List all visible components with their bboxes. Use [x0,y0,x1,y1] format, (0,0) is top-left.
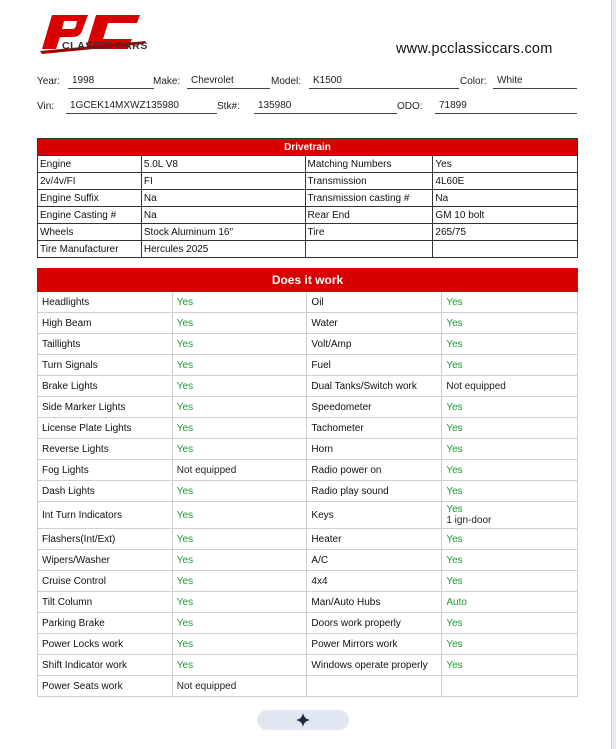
check-row [38,355,578,376]
check-status: Yes [442,613,578,634]
check-item: Shift Indicator work [38,655,173,676]
color-field: White [493,75,577,89]
check-row [38,655,578,676]
keys-note: 1 ign-door [446,515,492,526]
check-item: Power Seats work [38,676,173,697]
assistant-button[interactable] [257,710,349,730]
check-status: Yes [172,550,307,571]
check-item: Keys [307,502,442,529]
check-item: Brake Lights [38,376,173,397]
check-status [442,676,578,697]
check-item: 4x4 [307,571,442,592]
check-status: Yes [442,418,578,439]
check-item: Fog Lights [38,460,173,481]
check-row [38,592,578,613]
check-status-value: Yes [446,504,463,515]
check-item: Radio play sound [307,481,442,502]
check-status: Yes [172,376,307,397]
drivetrain-value: Stock Aluminum 16" [141,224,305,241]
check-status: Not equipped [172,460,307,481]
check-item: Tilt Column [38,592,173,613]
drivetrain-label: Tire Manufacturer [38,241,142,258]
drivetrain-label: Rear End [305,207,433,224]
vin-label: Vin: [37,101,55,112]
check-status: Yes [442,481,578,502]
drivetrain-value: 4L60E [433,173,578,190]
check-status: Yes [172,655,307,676]
drivetrain-row [38,156,578,173]
make-field: Chevrolet [187,75,270,89]
check-status: Yes [442,529,578,550]
check-item: Reverse Lights [38,439,173,460]
drivetrain-value: Hercules 2025 [141,241,305,258]
check-status: Yes [442,550,578,571]
year-label: Year: [37,76,60,87]
drivetrain-title: Drivetrain [38,139,578,156]
drivetrain-row [38,173,578,190]
check-status: Yes [172,355,307,376]
check-item: Dash Lights [38,481,173,502]
does-it-work-title: Does it work [38,269,578,292]
check-status: Yes [442,634,578,655]
check-status: Yes [442,571,578,592]
check-row [38,418,578,439]
check-status: Yes [172,613,307,634]
check-row [38,397,578,418]
make-label: Make: [153,76,181,87]
drivetrain-label: Matching Numbers [305,156,433,173]
drivetrain-label: Wheels [38,224,142,241]
check-status: Not equipped [172,676,307,697]
vin-field: 1GCEK14MXWZ135980 [66,100,217,114]
check-item: Heater [307,529,442,550]
check-item: Wipers/Washer [38,550,173,571]
drivetrain-value: 265/75 [433,224,578,241]
drivetrain-value: Yes [433,156,578,173]
check-status: Yes [172,481,307,502]
check-item: Tachometer [307,418,442,439]
check-row [38,334,578,355]
check-status: Yes [172,334,307,355]
check-item: Volt/Amp [307,334,442,355]
sparkle-icon [296,713,310,727]
check-status: Yes [172,529,307,550]
check-item: License Plate Lights [38,418,173,439]
check-status: Yes [172,418,307,439]
check-item: Power Mirrors work [307,634,442,655]
drivetrain-value: GM 10 bolt [433,207,578,224]
check-item: Horn [307,439,442,460]
check-status: Yes [442,655,578,676]
check-row [38,313,578,334]
drivetrain-value: FI [141,173,305,190]
check-item: Turn Signals [38,355,173,376]
stk-label: Stk#: [217,101,240,112]
brand-tagline: CLASSIC CARS [62,40,148,52]
check-item: Fuel [307,355,442,376]
check-status [442,502,578,529]
check-status: Yes [442,460,578,481]
check-item: Parking Brake [38,613,173,634]
drivetrain-label: Engine [38,156,142,173]
drivetrain-row [38,207,578,224]
color-label: Color: [460,76,487,87]
drivetrain-label: Transmission [305,173,433,190]
check-status: Yes [172,592,307,613]
check-status: Yes [442,334,578,355]
does-it-work-table [37,268,578,697]
drivetrain-label [305,241,433,258]
check-item: Side Marker Lights [38,397,173,418]
check-item: Power Locks work [38,634,173,655]
drivetrain-row [38,190,578,207]
check-item: Doors work properly [307,613,442,634]
drivetrain-value: Na [141,190,305,207]
check-item: Cruise Control [38,571,173,592]
check-status: Yes [172,634,307,655]
check-status: Yes [442,397,578,418]
check-row [38,571,578,592]
check-item: Taillights [38,334,173,355]
check-row [38,460,578,481]
check-row [38,439,578,460]
check-status: Yes [172,292,307,313]
check-row [38,502,578,529]
check-item: A/C [307,550,442,571]
drivetrain-label: Transmission casting # [305,190,433,207]
check-item: Flashers(Int/Ext) [38,529,173,550]
check-row [38,550,578,571]
check-status: Yes [442,439,578,460]
year-field: 1998 [68,75,154,89]
drivetrain-value: Na [433,190,578,207]
drivetrain-value [433,241,578,258]
stk-field: 135980 [254,100,397,114]
check-item: Man/Auto Hubs [307,592,442,613]
drivetrain-row [38,224,578,241]
check-row [38,634,578,655]
check-item: High Beam [38,313,173,334]
check-item: Windows operate properly [307,655,442,676]
website-link[interactable]: www.pcclassiccars.com [396,41,553,57]
drivetrain-value: 5.0L V8 [141,156,305,173]
check-row [38,481,578,502]
model-label: Model: [271,76,302,87]
check-row [38,376,578,397]
check-item: Int Turn Indicators [38,502,173,529]
check-status: Not equipped [442,376,578,397]
check-status: Yes [172,571,307,592]
check-row [38,529,578,550]
check-item: Dual Tanks/Switch work [307,376,442,397]
check-item: Radio power on [307,460,442,481]
drivetrain-label: Tire [305,224,433,241]
model-field: K1500 [309,75,459,89]
check-row [38,613,578,634]
odo-field: 71899 [435,100,577,114]
odo-label: ODO: [397,101,423,112]
check-item: Headlights [38,292,173,313]
drivetrain-table [37,138,578,258]
check-status: Yes [172,502,307,529]
check-status: Auto [442,592,578,613]
check-status: Yes [172,313,307,334]
check-status: Yes [172,439,307,460]
drivetrain-row [38,241,578,258]
check-status: Yes [442,292,578,313]
check-item [307,676,442,697]
check-item: Water [307,313,442,334]
check-status: Yes [172,397,307,418]
check-row [38,676,578,697]
check-item: Speedometer [307,397,442,418]
drivetrain-label: 2v/4v/FI [38,173,142,190]
check-row [38,292,578,313]
drivetrain-label: Engine Casting # [38,207,142,224]
check-status: Yes [442,313,578,334]
drivetrain-label: Engine Suffix [38,190,142,207]
drivetrain-value: Na [141,207,305,224]
check-item: Oil [307,292,442,313]
check-status: Yes [442,355,578,376]
